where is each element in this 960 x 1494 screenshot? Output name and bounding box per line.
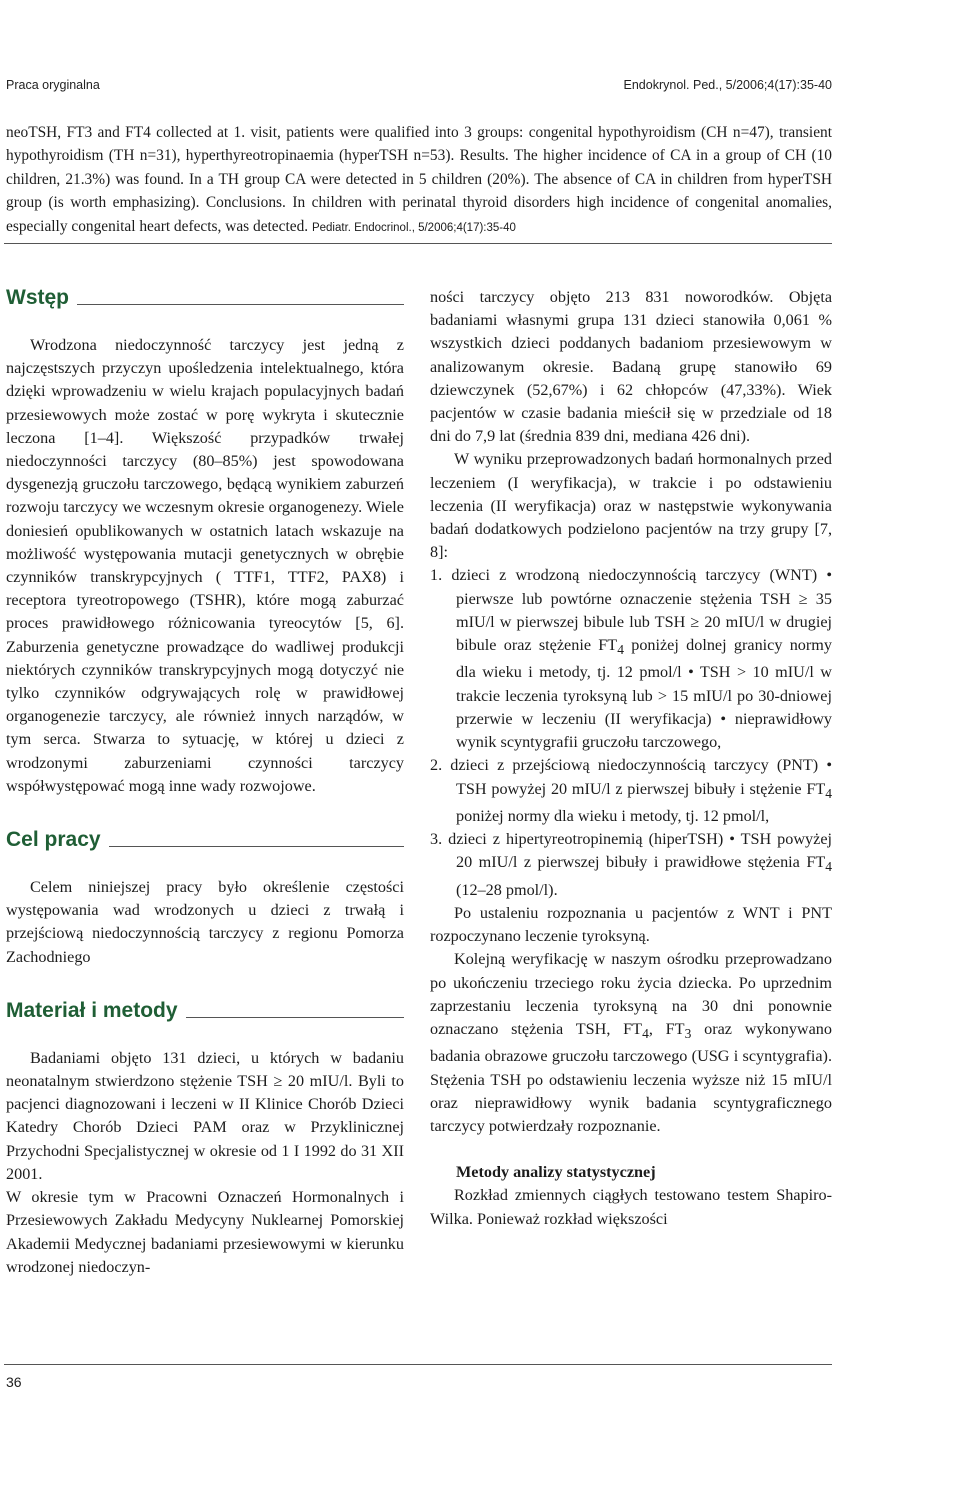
divider-bottom <box>4 1364 832 1365</box>
right-paragraph-2: W wyniku przeprowadzonych badań hormonalnych przed leczeniem (I weryfikacja), w trakcie i po odstawieniu leczenia (II weryfikacja) oraz w następstwie wykonywania badań dodatkowych podzielono pacjentów na trzy grupy [7, 8]: <box>430 450 832 562</box>
subscript: 4 <box>825 785 832 801</box>
list-item-text: poniżej dolnej granicy normy dla wieku i metody, tj. 12 pmol/l • TSH > 10 mIU/l w trakcie leczenia tyroksyną lub > 15 mIU/l po 30-dniowej przerwie w leczeniu (II weryfikacja) • nieprawidłowy wynik scyntygrafii gruczołu tarczowego, <box>456 636 832 752</box>
header-section-label: Praca oryginalna <box>6 78 100 92</box>
heading-cel-pracy <box>6 828 404 852</box>
divider-top <box>4 243 832 244</box>
page-number: 36 <box>6 1374 22 1390</box>
list-item-text: 3. dzieci z hipertyreotropinemią (hiperTSH) • TSH powyżej 20 mIU/l z pierwszej bibuły i prawidłowe stężenia FT <box>430 830 832 872</box>
right-column <box>430 286 832 1231</box>
subscript: 4 <box>825 859 832 875</box>
aim-paragraph: Celem niniejszej pracy było określenie częstości występowania wad wrodzonych u dzieci z trwałą i przejściową niedoczynnością tarczycy z regionu Pomorza Zachodniego <box>6 878 404 966</box>
list-item-text: poniżej normy dla wieku i metody, tj. 12 pmol/l, <box>456 806 770 825</box>
abstract-body: neoTSH, FT3 and FT4 collected at 1. visit, patients were qualified into 3 groups: congenital hypothyroidism (CH n=47), transient hypothyroidism (TH n=31), hyperthyreotropinaemia (hyperTSH n=53). Results. The higher incidence of CA in a group of CH (10 children, 21.3%) was found. In a TH group CA were detected in 5 children (20%). The absence of CA in children from hyperTSH group (is worth emphasizing). Conclusions. In children with perinatal thyroid disorders high incidence of congenital anomalies, especially congenital heart defects, was detected. <box>6 124 832 235</box>
list-item-text: (12–28 pmol/l). <box>456 880 558 899</box>
abstract-text <box>6 121 832 240</box>
right-paragraph-1: ności tarczycy objęto 213 831 noworodków. Objęta badaniami własnymi grupa 131 dzieci stanowiła 0,061 % wszystkich dzieci poddanych badaniom przesiewowym w analizowanym okresie. Badaną grupę stanowiło 69 dziewczynek (52,67%) i 62 chłopców (47,33%). Wiek pacjentów w czasie badania mieścił się w przedziale od 18 dni do 7,9 lat (średnia 839 dni, mediana 426 dni). <box>430 288 832 446</box>
left-column <box>6 286 404 1279</box>
list-item <box>430 754 832 828</box>
subscript: 4 <box>642 1026 649 1042</box>
heading-rule <box>109 846 404 847</box>
statistics-paragraph: Rozkład zmiennych ciągłych testowano testem Shapiro-Wilka. Ponieważ rozkład większości <box>430 1186 832 1228</box>
list-item <box>430 828 832 902</box>
heading-material-metody-text: Materiał i metody <box>6 998 178 1022</box>
heading-rule <box>186 1017 404 1018</box>
list-item-text: 2. dzieci z przejściową niedoczynnością tarczycy (PNT) • TSH powyżej 20 mIU/l z pierwszej bibuły i stężenie FT <box>430 756 832 798</box>
subscript: 4 <box>617 642 624 658</box>
heading-statistics: Metody analizy statystycznej <box>456 1163 656 1182</box>
intro-paragraph: Wrodzona niedoczynność tarczycy jest jedną z najczęstszych przyczyn upośledzenia intelektualnego, która dzięki wprowadzeniu w wielu krajach populacyjnych badań przesiewowych może zostać w porę wykryta i skutecznie leczona [1–4]. Większość przypadków trwałej niedoczynności tarczycy (80–85%) jest spowodowana dysgenezją gruczołu tarczowego, będącą wynikiem zaburzeń rozwoju tarczycy we wczesnym okresie organogenezy. Wiele doniesień opublikowanych w ostatnich latach wskazuje na możliwość występowania mutacji genetycznych w obrębie czynników transkrypcyjnych ( TTF1, TTF2, PAX8) i receptora tyreotropowego (TSHR), które mogą zaburzać proces prawidłowego różnicowania tyreocytów [5, 6]. Zaburzenia genetyczne prowadzące do wadliwej produkcji niektórych czynników transkrypcyjnych mogą dotyczyć nie tylko czynników odgrywających rolę w prawidłowej organogenezie tarczycy, ale również innych narządów, w tym serca. Stwarza to sytuację, w której u dzieci z wrodzonymi zaburzeniami czynności tarczycy współwystępować mogą inne wady rozwojowe. <box>6 336 404 795</box>
right-paragraph-3: Po ustaleniu rozpoznania u pacjentów z WNT i PNT rozpoczynano leczenie tyroksyną. <box>430 903 832 946</box>
heading-rule <box>77 304 404 305</box>
right-paragraph-4 <box>430 948 832 1138</box>
header-journal-citation: Endokrynol. Ped., 5/2006;4(17):35-40 <box>623 78 832 92</box>
heading-material-metody <box>6 999 404 1023</box>
paragraph-text: , FT <box>648 1020 685 1038</box>
abstract-citation: Pediatr. Endocrinol., 5/2006;4(17):35-40 <box>311 221 516 234</box>
subscript: 3 <box>684 1026 692 1042</box>
paragraph-text: Kolejną weryfikację w naszym ośrodku przeprowadzano po ukończeniu trzeciego roku życia dziecka. Po uprzednim zaprzestaniu leczenia tyroksyną na 30 dni ponownie oznaczano stężenia TSH, FT <box>430 950 832 1038</box>
group-list <box>430 564 832 902</box>
heading-wstep-text: Wstęp <box>6 286 69 309</box>
paragraph-text: oraz wykonywano badania obrazowe gruczołu tarczowego (USG i scyntygrafia). Stężenia TSH po odstawieniu leczenia wyższe niż 15 mIU/l oraz nieprawidłowy wynik badania scyntygraficznego tarczycy potwierdzały rozpoznanie. <box>430 1020 832 1136</box>
list-item <box>430 564 832 754</box>
heading-wstep <box>6 286 404 310</box>
heading-cel-pracy-text: Cel pracy <box>6 828 101 852</box>
methods-paragraph-2: W okresie tym w Pracowni Oznaczeń Hormonalnych i Przesiewowych Zakładu Medycyny Nuklearnej Pomorskiej Akademii Medycznej badaniami przesiewowymi w kierunku wrodzonej niedoczyn- <box>6 1188 404 1276</box>
page-header <box>6 78 832 92</box>
list-item-text: 1. dzieci z wrodzoną niedoczynnością tarczycy (WNT) • pierwsze lub powtórne oznaczenie stężenia TSH ≥ 35 mIU/l w pierwszej bibule lub TSH ≥ 20 mIU/l w drugiej bibule oraz stężenie FT <box>430 566 832 655</box>
methods-paragraph-1: Badaniami objęto 131 dzieci, u których w badaniu neonatalnym stwierdzono stężenie TSH ≥ 20 mIU/l. Byli to pacjenci diagnozowani i leczeni w II Klinice Chorób Dzieci Katedry Chorób Dzieci PAM oraz w Przyklinicznej Przychodni Specjalistycznej w okresie od 1 I 1992 do 31 XII 2001. <box>6 1048 404 1183</box>
